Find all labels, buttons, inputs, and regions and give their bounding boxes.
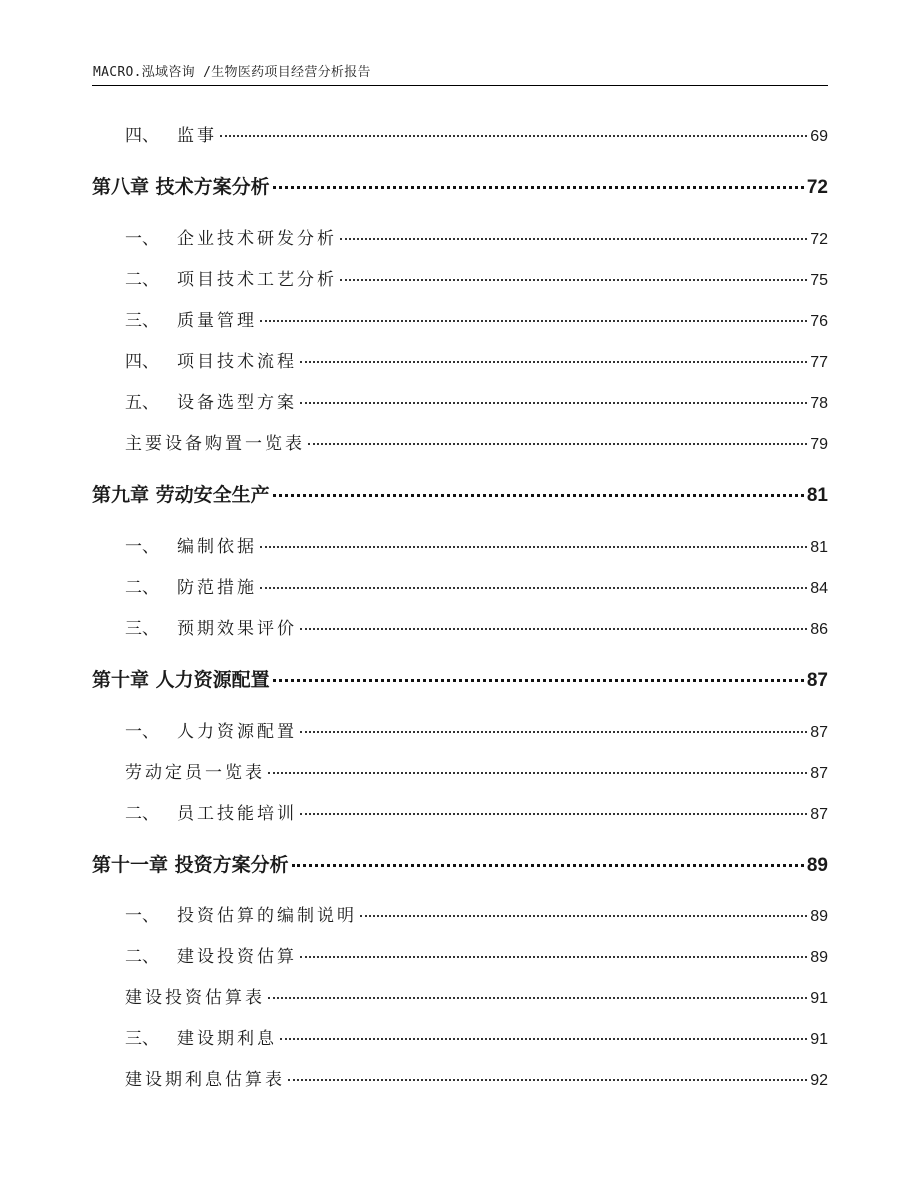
toc-dot-leader bbox=[273, 186, 804, 189]
toc-entry-number: 三、 bbox=[125, 311, 159, 331]
toc-page-number: 69 bbox=[810, 128, 828, 145]
toc-entry-title: 建设投资估算表 bbox=[125, 988, 265, 1008]
toc-page-number: 87 bbox=[810, 765, 828, 782]
toc-page-number: 76 bbox=[810, 313, 828, 330]
toc-page-number: 81 bbox=[806, 485, 828, 506]
toc-entry-number: 四、 bbox=[125, 126, 159, 146]
toc-page-number: 87 bbox=[810, 806, 828, 823]
toc-dot-leader bbox=[300, 361, 807, 363]
header-divider bbox=[92, 85, 828, 86]
toc-dot-leader bbox=[280, 1038, 807, 1040]
toc-page-number: 72 bbox=[810, 231, 828, 248]
toc-entry-number: 四、 bbox=[125, 352, 159, 372]
toc-section-entry[interactable] bbox=[125, 308, 828, 334]
toc-entry-number: 二、 bbox=[125, 578, 159, 598]
toc-chapter-entry[interactable] bbox=[92, 667, 828, 693]
toc-entry-number: 二、 bbox=[125, 947, 159, 967]
toc-entry-number: 三、 bbox=[125, 619, 159, 639]
toc-page-number: 87 bbox=[806, 670, 828, 691]
toc-page-number: 89 bbox=[810, 949, 828, 966]
toc-page-number: 78 bbox=[810, 395, 828, 412]
toc-entry-title: 企业技术研发分析 bbox=[177, 229, 337, 249]
toc-dot-leader bbox=[340, 279, 807, 281]
toc-entry-number: 一、 bbox=[125, 722, 159, 742]
toc-section-entry[interactable] bbox=[125, 123, 828, 149]
toc-page-number: 81 bbox=[810, 539, 828, 556]
toc-page-number: 77 bbox=[810, 354, 828, 371]
running-header: MACRO.泓域咨询 /生物医药项目经营分析报告 bbox=[93, 65, 371, 80]
toc-page-number: 75 bbox=[810, 272, 828, 289]
toc-page-number: 92 bbox=[810, 1072, 828, 1089]
toc-section-entry[interactable] bbox=[125, 431, 828, 457]
toc-page-number: 91 bbox=[810, 1031, 828, 1048]
toc-entry-title: 预期效果评价 bbox=[177, 619, 297, 639]
toc-section-entry[interactable] bbox=[125, 801, 828, 827]
toc-entry-title: 项目技术流程 bbox=[177, 352, 297, 372]
toc-entry-title: 防范措施 bbox=[177, 578, 257, 598]
toc-dot-leader bbox=[308, 443, 807, 445]
toc-entry-title: 员工技能培训 bbox=[177, 804, 297, 824]
toc-dot-leader bbox=[273, 494, 804, 497]
toc-page-number: 84 bbox=[810, 580, 828, 597]
toc-dot-leader bbox=[268, 997, 807, 999]
toc-section-entry[interactable] bbox=[125, 226, 828, 252]
toc-section-entry[interactable] bbox=[125, 1067, 828, 1093]
toc-entry-title: 劳动定员一览表 bbox=[125, 763, 265, 783]
toc-entry-title: 第八章 技术方案分析 bbox=[92, 176, 270, 198]
toc-entry-title: 建设期利息估算表 bbox=[125, 1070, 285, 1090]
toc-dot-leader bbox=[360, 915, 807, 917]
toc-chapter-entry[interactable] bbox=[92, 852, 828, 878]
toc-page-number: 72 bbox=[806, 177, 828, 198]
toc-section-entry[interactable] bbox=[125, 390, 828, 416]
toc-entry-number: 五、 bbox=[125, 393, 159, 413]
toc-dot-leader bbox=[300, 956, 807, 958]
toc-dot-leader bbox=[300, 813, 807, 815]
toc-dot-leader bbox=[288, 1079, 807, 1081]
toc-page-number: 91 bbox=[810, 990, 828, 1007]
toc-entry-title: 投资估算的编制说明 bbox=[177, 906, 357, 926]
toc-section-entry[interactable] bbox=[125, 1026, 828, 1052]
toc-chapter-entry[interactable] bbox=[92, 174, 828, 200]
toc-entry-title: 主要设备购置一览表 bbox=[125, 434, 305, 454]
toc-section-entry[interactable] bbox=[125, 616, 828, 642]
toc-entry-title: 监事 bbox=[177, 126, 217, 146]
toc-page-number: 87 bbox=[810, 724, 828, 741]
toc-page-number: 89 bbox=[810, 908, 828, 925]
toc-entry-number: 二、 bbox=[125, 804, 159, 824]
toc-dot-leader bbox=[300, 402, 807, 404]
toc-entry-title: 第九章 劳动安全生产 bbox=[92, 484, 270, 506]
toc-section-entry[interactable] bbox=[125, 719, 828, 745]
toc-page-number: 89 bbox=[806, 855, 828, 876]
toc-entry-number: 一、 bbox=[125, 537, 159, 557]
toc-page-number: 86 bbox=[810, 621, 828, 638]
toc-entry-title: 编制依据 bbox=[177, 537, 257, 557]
toc-page-number: 79 bbox=[810, 436, 828, 453]
toc-section-entry[interactable] bbox=[125, 267, 828, 293]
toc-dot-leader bbox=[260, 320, 807, 322]
toc-entry-title: 项目技术工艺分析 bbox=[177, 270, 337, 290]
toc-dot-leader bbox=[300, 731, 807, 733]
toc-section-entry[interactable] bbox=[125, 575, 828, 601]
toc-section-entry[interactable] bbox=[125, 985, 828, 1011]
toc-entry-title: 第十一章 投资方案分析 bbox=[92, 854, 289, 876]
toc-section-entry[interactable] bbox=[125, 349, 828, 375]
toc-entry-title: 第十章 人力资源配置 bbox=[92, 669, 270, 691]
toc-section-entry[interactable] bbox=[125, 903, 828, 929]
toc-entry-number: 一、 bbox=[125, 906, 159, 926]
toc-entry-title: 设备选型方案 bbox=[177, 393, 297, 413]
toc-section-entry[interactable] bbox=[125, 534, 828, 560]
toc-dot-leader bbox=[340, 238, 807, 240]
toc-dot-leader bbox=[300, 628, 807, 630]
toc-dot-leader bbox=[220, 135, 807, 137]
toc-entry-number: 二、 bbox=[125, 270, 159, 290]
toc-dot-leader bbox=[268, 772, 807, 774]
toc-entry-number: 三、 bbox=[125, 1029, 159, 1049]
toc-dot-leader bbox=[292, 864, 804, 867]
toc-entry-title: 质量管理 bbox=[177, 311, 257, 331]
toc-dot-leader bbox=[260, 587, 807, 589]
toc-entry-number: 一、 bbox=[125, 229, 159, 249]
toc-chapter-entry[interactable] bbox=[92, 482, 828, 508]
toc-entry-title: 建设投资估算 bbox=[177, 947, 297, 967]
toc-section-entry[interactable] bbox=[125, 760, 828, 786]
toc-dot-leader bbox=[260, 546, 807, 548]
toc-dot-leader bbox=[273, 679, 804, 682]
toc-entry-title: 建设期利息 bbox=[177, 1029, 277, 1049]
toc-entry-title: 人力资源配置 bbox=[177, 722, 297, 742]
toc-section-entry[interactable] bbox=[125, 944, 828, 970]
